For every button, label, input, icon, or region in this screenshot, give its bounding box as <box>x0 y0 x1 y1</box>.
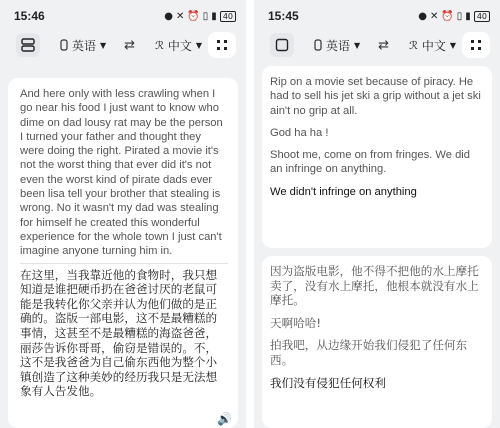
translation-toolbar <box>12 33 236 57</box>
transcript-paragraph: Shoot me, come on from fringes. We did an infringe on anything. <box>270 149 471 176</box>
translation-paragraph: 天啊哈哈! <box>270 315 322 330</box>
status-bar <box>14 8 236 24</box>
speaker-icon[interactable]: 🔊 <box>217 412 232 426</box>
layout-toggle-icon <box>275 38 289 52</box>
right-screen <box>254 0 500 428</box>
source-transcript-card <box>262 66 492 248</box>
globe-icon <box>60 39 68 51</box>
vibrate-icon: ▯ <box>202 10 209 22</box>
fullscreen-icon <box>215 38 229 52</box>
alarm-icon: ⏰ <box>441 10 454 22</box>
camera-icon: ● <box>418 10 427 22</box>
battery-icon: 40 <box>220 11 236 22</box>
chevron-down-icon: ▼ <box>100 40 107 50</box>
chevron-down-icon: ▼ <box>195 40 203 50</box>
source-language-select[interactable] <box>60 37 106 54</box>
translation-paragraph: 拍我吧，从边缘开始我们侵犯了任何东西。 <box>270 338 468 367</box>
globe-icon <box>314 39 322 51</box>
sim-icon: ▮ <box>211 10 217 22</box>
left-screen <box>0 0 246 428</box>
fullscreen-button[interactable] <box>462 32 490 58</box>
camera-icon: ● <box>164 10 173 22</box>
layout-toggle-button[interactable] <box>270 33 294 57</box>
source-transcript: And here only with less crawling when I go near his food I just want to know who dime on dad lousy rat may be the person I turned your father and thought they were doing the right. Pirated a movie it's not the worst thing that ever did it's not even the worst kind of pirate dads ever been lisa tell your brother that stealing is wrong. No it wasn't my dad was stealing for himself he created this wonderful experience for the whole town I just can't imagine anyone turning him in. <box>20 88 223 258</box>
battery-icon: 40 <box>474 11 490 22</box>
vibrate-icon: ▯ <box>456 10 463 22</box>
layout-toggle-button[interactable] <box>16 33 40 57</box>
status-time: 15:46 <box>14 9 45 23</box>
layout-toggle-icon <box>21 38 35 52</box>
target-language-select[interactable] <box>409 37 456 54</box>
transcript-paragraph: Rip on a movie set because of piracy. He had to sell his jet ski a grip without a jet ski ain't no grip at all. <box>270 76 481 117</box>
chevron-down-icon: ▼ <box>354 40 361 50</box>
status-time: 15:45 <box>268 9 299 23</box>
mute-icon: ✕ <box>429 10 439 22</box>
source-language-select[interactable] <box>314 37 360 54</box>
sim-icon: ▮ <box>465 10 471 22</box>
translated-transcript: 在这里，当我靠近他的食物时，我只想知道是谁把硬币扔在爸爸讨厌的老鼠可能是我转化你父亲并认为他们做的是正确的。盗版一部电影，这不是最糟糕的事情，这甚至不是最糟糕的海盗爸爸，丽莎告诉你哥哥，偷窃是错误的。不，这不是我爸爸为自己偷东西他为整个小镇创造了这种美妙的经历我只是无法想象有人告发他。 <box>20 267 218 399</box>
swap-languages-button[interactable]: ⇄ <box>124 37 136 53</box>
status-bar <box>268 8 490 24</box>
current-transcript-paragraph: We didn't infringe on anything <box>270 185 417 198</box>
fullscreen-icon <box>469 38 483 52</box>
language-icon: ℛ <box>155 38 164 52</box>
alarm-icon: ⏰ <box>187 10 200 22</box>
language-icon: ℛ <box>409 38 418 52</box>
translation-paragraph: 因为盗版电影，他不得不把他的水上摩托卖了，没有水上摩托，他根本就没有水上摩托。 <box>270 264 479 308</box>
swap-languages-button[interactable]: ⇄ <box>378 37 390 53</box>
target-language-label: 中文 <box>421 38 446 53</box>
translation-toolbar <box>266 33 490 57</box>
fullscreen-button[interactable] <box>208 32 236 58</box>
mute-icon: ✕ <box>175 10 185 22</box>
status-icons <box>418 11 490 22</box>
translation-card <box>262 256 492 428</box>
current-translation-paragraph: 我们没有侵犯任何权利 <box>270 375 386 390</box>
transcript-card <box>8 78 238 428</box>
transcript-paragraph: God ha ha ! <box>270 126 329 139</box>
target-language-select[interactable] <box>155 37 202 54</box>
divider <box>20 263 228 264</box>
status-icons <box>164 11 236 22</box>
target-language-label: 中文 <box>167 38 192 53</box>
source-language-label: 英语 <box>326 38 351 53</box>
chevron-down-icon: ▼ <box>449 40 457 50</box>
source-language-label: 英语 <box>72 38 97 53</box>
